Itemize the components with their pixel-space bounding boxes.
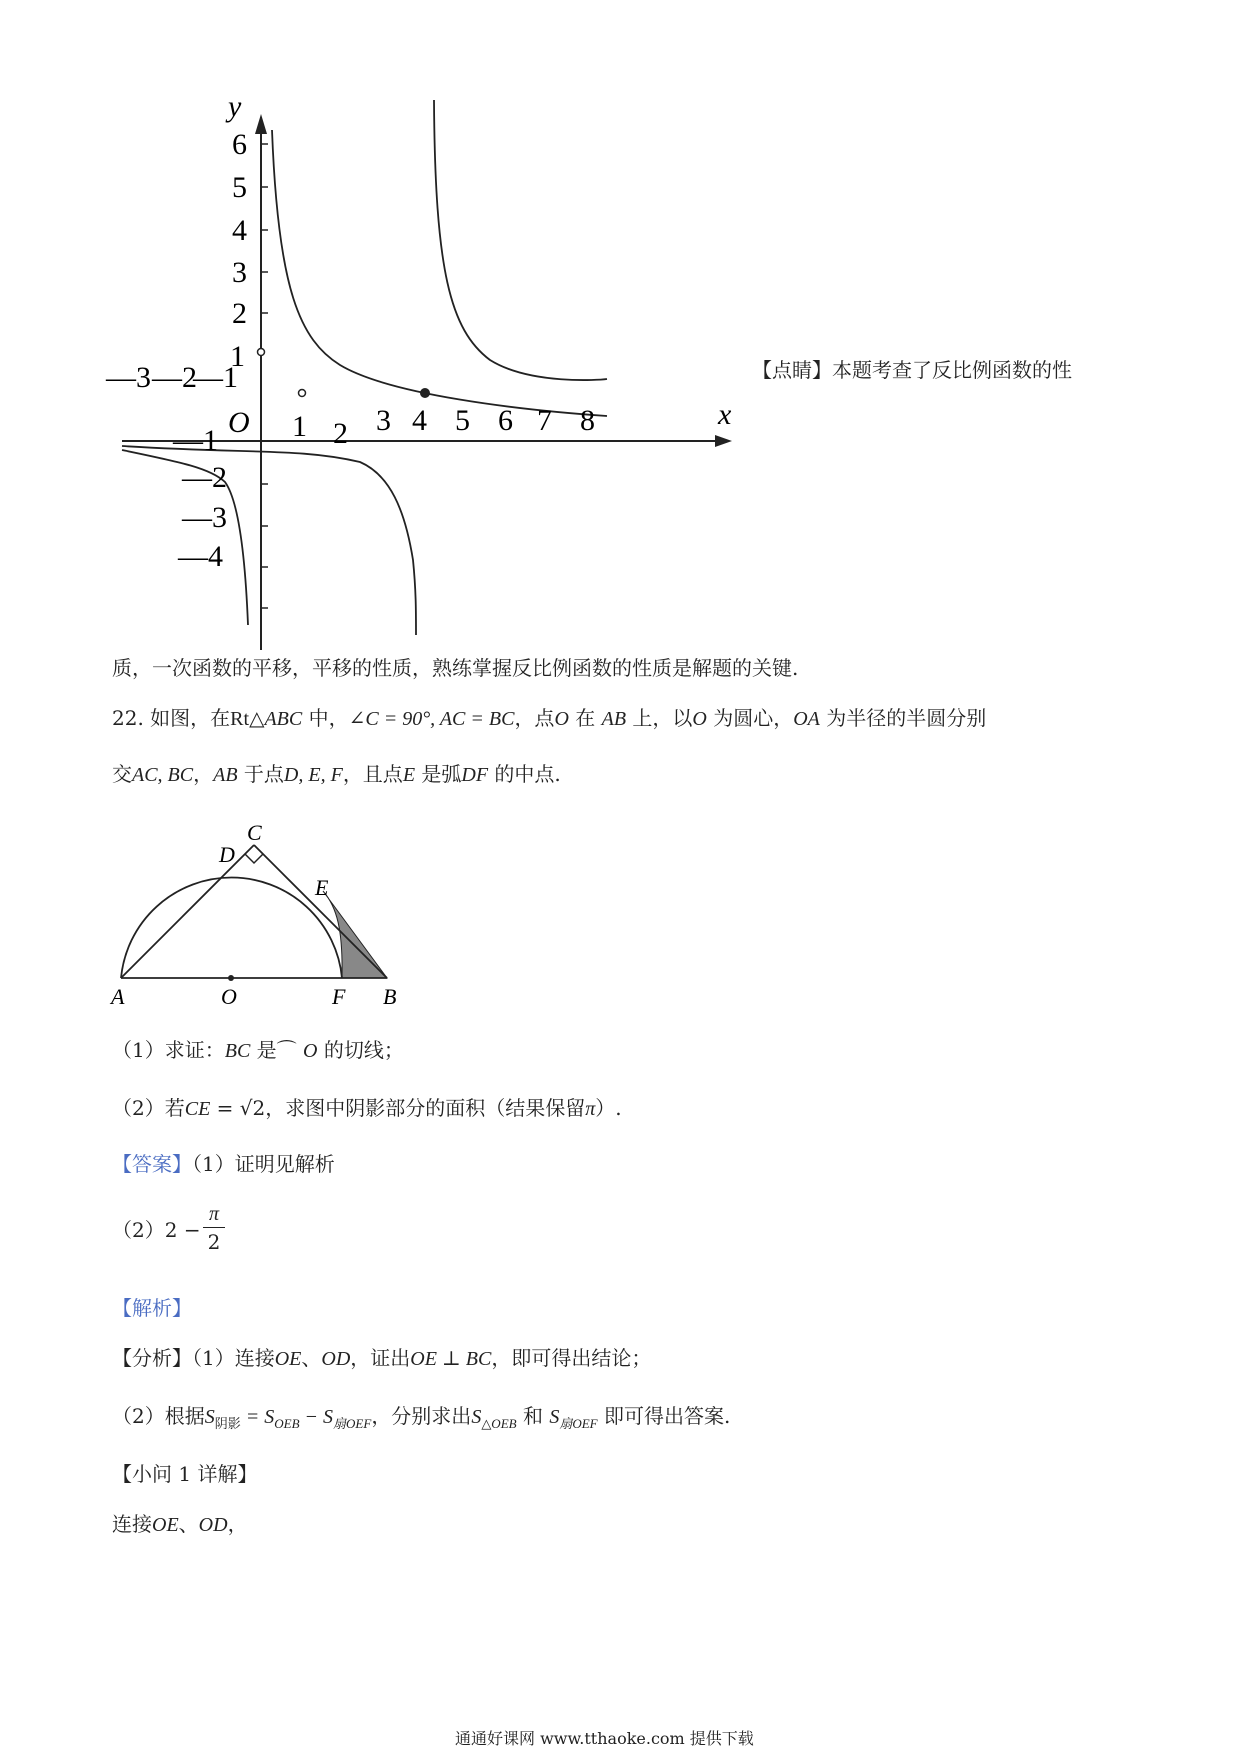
dianjing-note: 【点睛】本题考查了反比例函数的性	[752, 358, 1072, 382]
label-D: D	[219, 842, 235, 867]
x-tick-6: 6	[498, 404, 513, 437]
page-footer: 通通好课网 www.tthaoke.com 提供下载	[455, 1729, 754, 1748]
answer-tag: 【答案】	[112, 1152, 192, 1176]
x-tick-5: 5	[455, 404, 470, 437]
right-angle-mark	[245, 854, 263, 863]
fraction-denominator: 2	[207, 1230, 221, 1254]
x-tick-8: 8	[580, 404, 595, 437]
fenxi-line2: （2）根据$S_{阴影} = S_{OEB} - S_{扇OEF}$，分别求出$S_{\triangle OEB}$ 和 $S_{扇OEF}$ 即可得出答案.	[112, 1404, 731, 1432]
y-tick-4: 4	[232, 214, 247, 247]
semicircle-figure	[105, 815, 425, 1015]
x-axis-label: x	[718, 398, 732, 431]
label-E: E	[315, 875, 329, 900]
connect-line: 连接OE、OD，	[112, 1512, 248, 1536]
hyperbola-graph	[100, 90, 732, 650]
shaded-region	[323, 891, 387, 978]
label-F: F	[332, 984, 346, 1009]
label-A: A	[111, 984, 125, 1009]
y-tick-6: 6	[232, 128, 247, 161]
y-tick-neg3: —3	[182, 501, 227, 534]
center-point	[228, 975, 234, 981]
answer-2-fraction	[203, 1204, 225, 1252]
y-axis-arrow	[255, 114, 267, 134]
point-x-1	[299, 390, 306, 397]
y-axis-label: y	[228, 90, 242, 123]
y-tick-neg1: —1	[173, 424, 218, 457]
question-22-line2: 交AC, BC，AB 于点D, E, F，且点E 是弧DF 的中点.	[112, 762, 561, 786]
fraction-bar	[203, 1227, 225, 1228]
segment-BC	[254, 845, 387, 978]
x-tick-neg1: —1	[193, 361, 238, 394]
answer-line: 【答案】（1）证明见解析	[112, 1152, 335, 1176]
point-x-4	[420, 388, 430, 398]
x-tick-neg2: —2	[152, 361, 197, 394]
label-C: C	[247, 820, 262, 845]
x-axis-arrow	[715, 435, 732, 447]
dianjing-continuation: 质，一次函数的平移，平移的性质，熟练掌握反比例函数的性质是解题的关键.	[112, 656, 799, 680]
origin-label: O	[228, 406, 250, 439]
x-tick-1: 1	[292, 410, 307, 443]
y-tick-5: 5	[232, 171, 247, 204]
curve-2-upper	[434, 100, 607, 380]
y-tick-2: 2	[232, 297, 247, 330]
x-tick-7: 7	[537, 404, 552, 437]
x-tick-neg3: —3	[106, 361, 151, 394]
fraction-numerator: π	[208, 1203, 220, 1225]
point-y-intercept	[258, 349, 265, 356]
answer-2: （2）2 −	[112, 1218, 201, 1242]
y-tick-1: 1	[230, 340, 245, 373]
x-tick-4: 4	[412, 404, 427, 437]
label-O: O	[221, 984, 237, 1009]
curve-1-upper	[272, 130, 607, 416]
curve-2-lower	[122, 446, 416, 635]
jiexi-tag: 【解析】	[112, 1296, 192, 1320]
sub-question-2: （2）若CE = √2，求图中阴影部分的面积（结果保留π）.	[112, 1096, 622, 1120]
label-B: B	[383, 984, 397, 1009]
y-tick-3: 3	[232, 256, 247, 289]
x-tick-3: 3	[376, 404, 391, 437]
y-tick-neg4: —4	[178, 540, 223, 573]
xiaowen-heading: 【小问 1 详解】	[112, 1462, 258, 1486]
semicircle-arc	[121, 878, 342, 978]
x-tick-2: 2	[333, 417, 348, 450]
y-tick-neg2: —2	[182, 461, 227, 494]
sub-question-1: （1）求证：BC 是⌒ O 的切线；	[112, 1038, 404, 1062]
fenxi-line1: 【分析】（1）连接OE、OD，证出OE ⊥ BC，即可得出结论；	[112, 1346, 652, 1370]
question-22-line1: 22. 如图，在Rt△ABC 中，∠C = 90°, AC = BC，点O 在 AB 上，以O 为圆心，OA 为半径的半圆分别	[112, 706, 987, 730]
